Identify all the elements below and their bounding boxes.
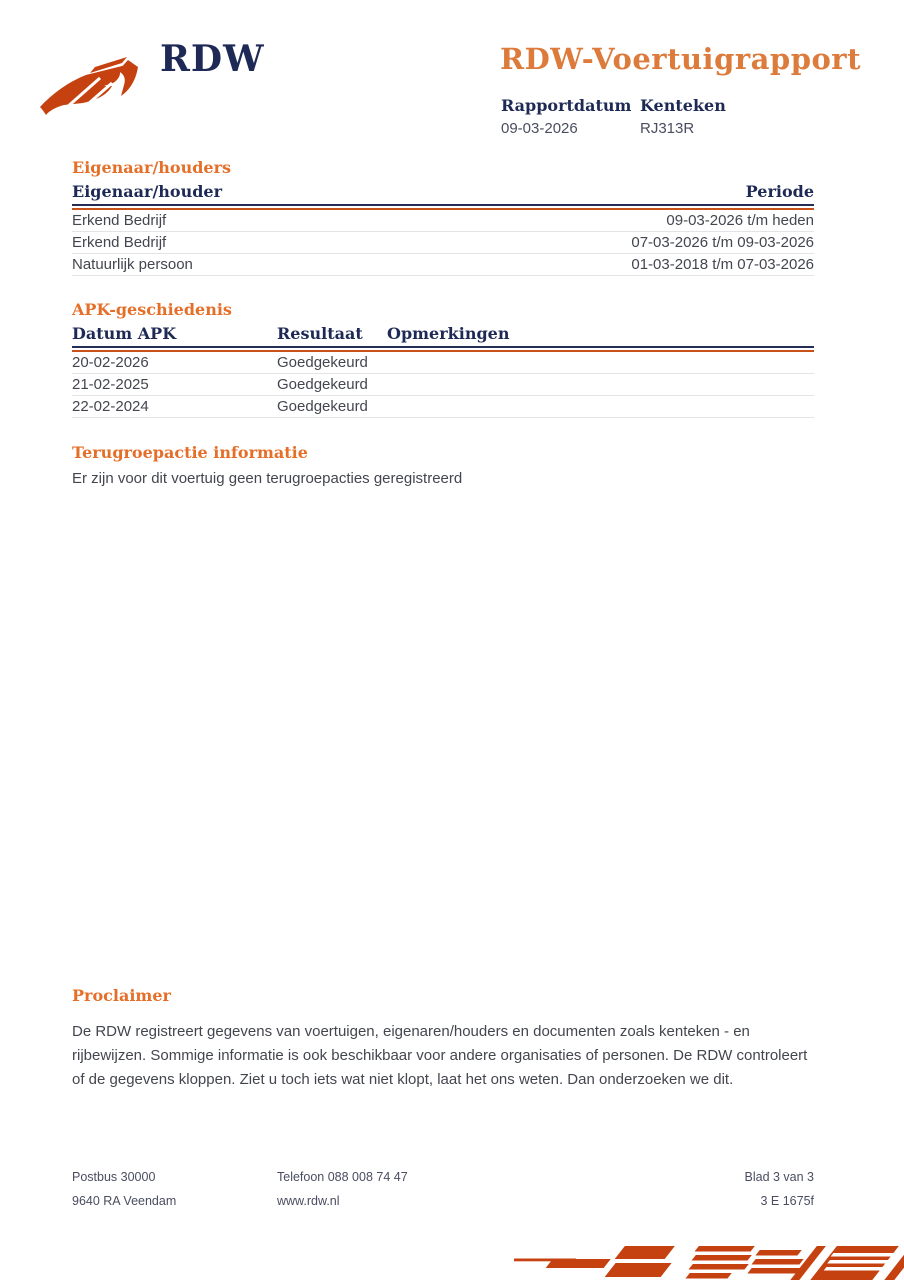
apk-date-cell: 21-02-2025	[72, 376, 149, 393]
footer-address-line2: 9640 RA Veendam	[72, 1194, 177, 1208]
proclaimer-section	[72, 986, 814, 1092]
apk-col-date: Datum APK	[72, 324, 177, 343]
proclaimer-heading: Proclaimer	[72, 986, 171, 1005]
owner-cell: Natuurlijk persoon	[72, 256, 193, 273]
owners-col-owner: Eigenaar/houder	[72, 182, 223, 201]
apk-heading: APK-geschiedenis	[72, 300, 232, 319]
license-plate-label: Kenteken	[640, 96, 726, 115]
license-plate-value: RJ313R	[640, 120, 695, 137]
apk-result-cell: Goedgekeurd	[277, 376, 368, 393]
owner-cell: Erkend Bedrijf	[72, 234, 167, 251]
recall-heading: Terugroepactie informatie	[72, 443, 308, 462]
footer-page-info: Blad 3 van 3	[744, 1170, 814, 1184]
owners-heading: Eigenaar/houders	[72, 158, 232, 177]
rdw-logo-text: RDW	[160, 38, 265, 80]
footer-phone: Telefoon 088 008 74 47	[277, 1170, 408, 1184]
apk-col-result: Resultaat	[277, 324, 363, 343]
rdw-logo	[38, 38, 265, 128]
footer-address-line1: Postbus 30000	[72, 1170, 156, 1184]
apk-result-cell: Goedgekeurd	[277, 354, 368, 371]
table-row	[72, 374, 814, 396]
apk-result-cell: Goedgekeurd	[277, 398, 368, 415]
apk-date-cell: 20-02-2026	[72, 354, 149, 371]
table-row	[72, 352, 814, 374]
speed-stripes-decoration	[514, 1242, 904, 1280]
period-cell: 09-03-2026 t/m heden	[666, 212, 814, 229]
owners-col-period: Periode	[745, 182, 814, 201]
recall-section	[72, 443, 814, 487]
apk-date-cell: 22-02-2024	[72, 398, 149, 415]
rdw-wing-icon	[38, 54, 160, 116]
table-row	[72, 254, 814, 276]
table-row	[72, 210, 814, 232]
owners-section	[72, 158, 814, 276]
report-date-label: Rapportdatum	[501, 96, 632, 115]
apk-col-remarks: Opmerkingen	[387, 324, 510, 343]
footer-website: www.rdw.nl	[277, 1194, 340, 1208]
page-title: RDW-Voertuigrapport	[500, 42, 861, 76]
page-footer	[72, 1170, 814, 1218]
owner-cell: Erkend Bedrijf	[72, 212, 167, 229]
proclaimer-text: De RDW registreert gegevens van voertuigen, eigenaren/houders en documenten zoals kenteken - en rijbewijzen. Sommige informatie is ook beschikbaar voor andere organisaties of personen. De RDW controleert of de gegevens kloppen. Ziet u toch iets wat niet klopt, laat het ons weten. Dan onderzoeken we dit.	[72, 1023, 808, 1088]
period-cell: 07-03-2026 t/m 09-03-2026	[631, 234, 814, 251]
footer-doc-code: 3 E 1675f	[760, 1194, 814, 1208]
recall-text: Er zijn voor dit voertuig geen terugroepacties geregistreerd	[72, 470, 463, 487]
table-row	[72, 396, 814, 418]
report-date-value: 09-03-2026	[501, 120, 578, 137]
owners-table-header	[72, 180, 814, 206]
report-meta	[501, 96, 726, 137]
table-row	[72, 232, 814, 254]
period-cell: 01-03-2018 t/m 07-03-2026	[631, 256, 814, 273]
apk-table-header	[72, 322, 814, 348]
apk-section	[72, 300, 814, 418]
